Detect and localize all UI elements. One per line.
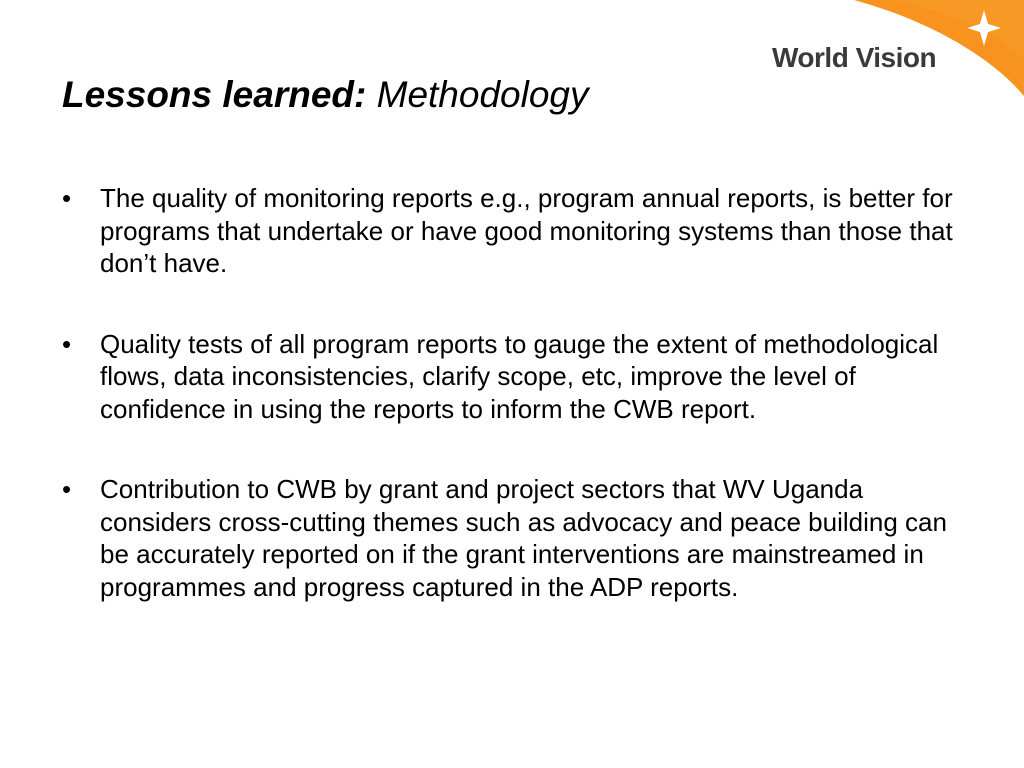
world-vision-logo: [772, 34, 972, 78]
bullet-marker: •: [62, 328, 72, 359]
bullet-text: Quality tests of all program reports to gauge the extent of methodological flows, data inconsistencies, clarify scope, etc, improve the level of confidence in using the reports to inform the CWB report.: [100, 328, 939, 424]
bullet-list: [62, 182, 962, 651]
bullet-marker: •: [62, 183, 72, 213]
title-light: Methodology: [376, 74, 589, 115]
bullet-item: [62, 473, 962, 603]
bullet-marker: •: [62, 474, 72, 504]
slide-title: [62, 74, 589, 116]
bullet-text: Contribution to CWB by grant and project sectors that WV Uganda considers cross-cutting themes such as advocacy and peace building can be accurately reported on if the grant interventions are mainstreamed in programmes and progress captured in the ADP reports.: [100, 474, 947, 602]
bullet-text: The quality of monitoring reports e.g., program annual reports, is better for programs that undertake or have good monitoring systems than those that don’t have.: [100, 183, 953, 278]
title-strong: Lessons learned:: [62, 74, 367, 115]
bullet-item: [62, 182, 962, 280]
logo-text: World Vision: [772, 42, 937, 73]
bullet-item: [62, 328, 962, 426]
